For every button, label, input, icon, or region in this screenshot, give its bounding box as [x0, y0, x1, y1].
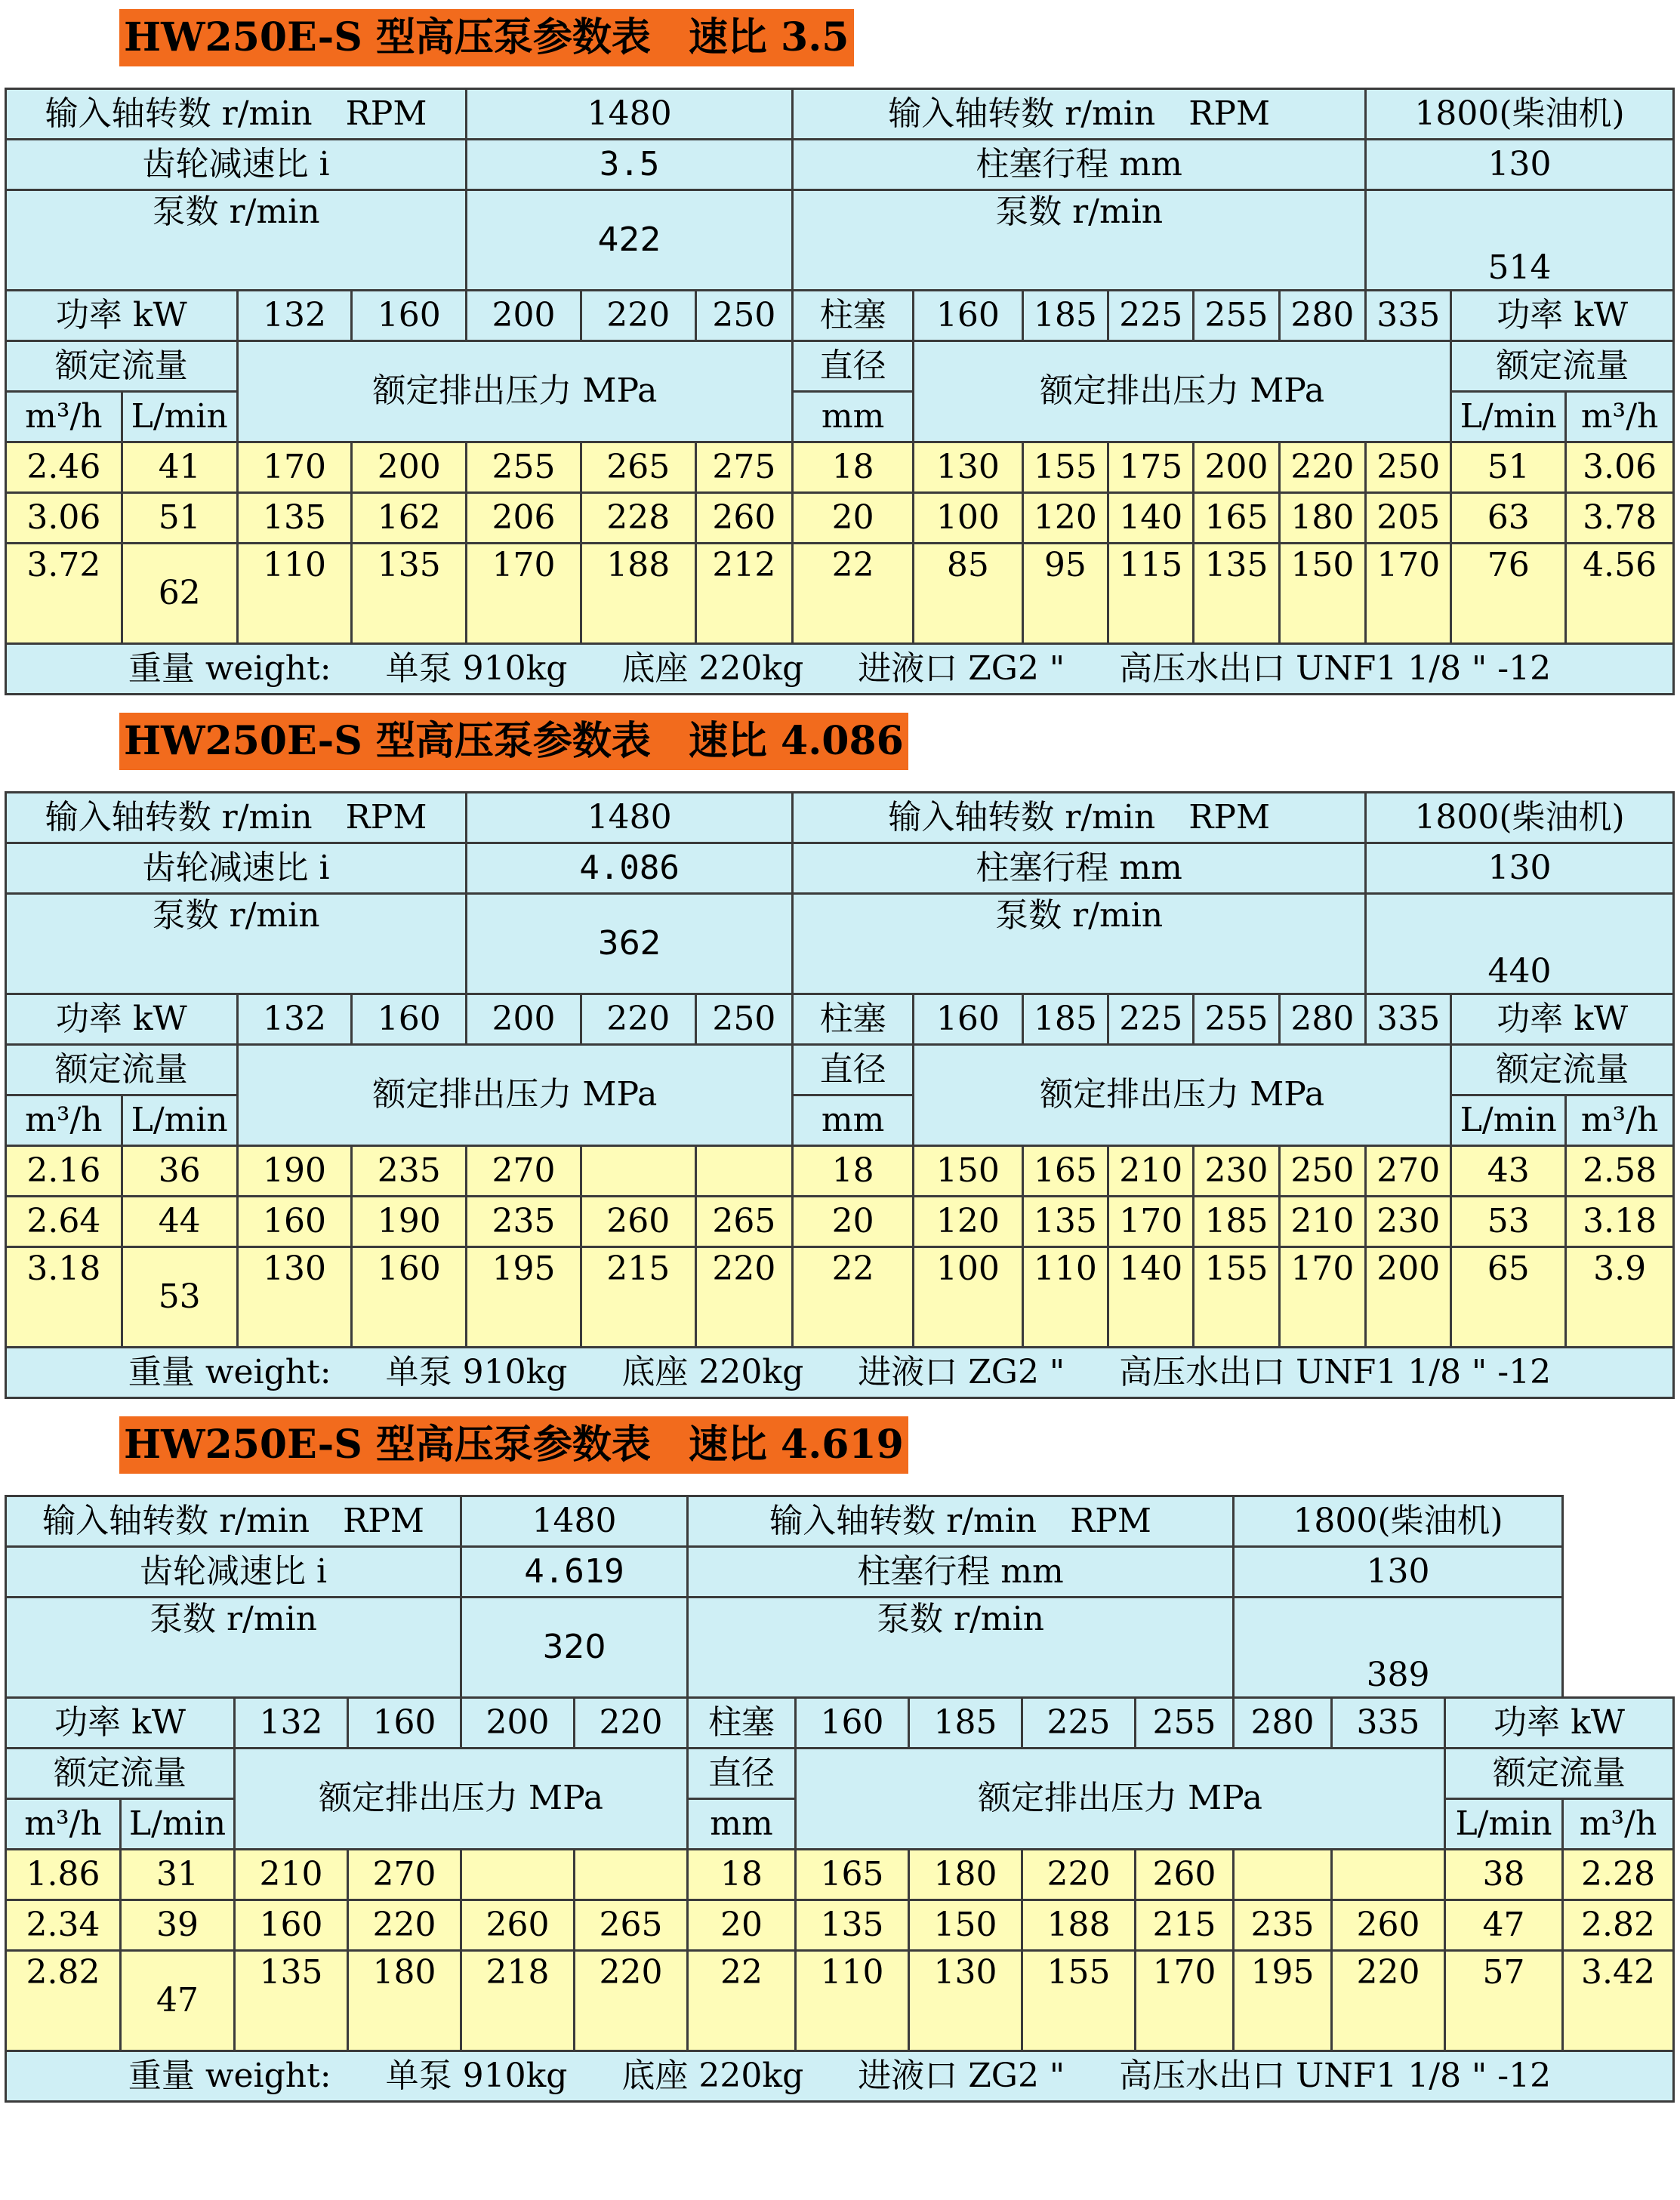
- footer-weight-label: 重量 weight:: [128, 2056, 331, 2095]
- cell: 130: [909, 1951, 1022, 2051]
- cell: 230: [1194, 1146, 1279, 1197]
- cell: 36: [122, 1146, 237, 1197]
- cell: 220: [1332, 1951, 1445, 2051]
- footer-row: [6, 1348, 1674, 1398]
- cell: 185: [1194, 1197, 1279, 1247]
- table-title: [119, 9, 854, 66]
- cell: 2.46: [6, 442, 122, 493]
- cell: 135: [796, 1900, 909, 1951]
- input-speed-value-b: 1800(柴油机): [1366, 89, 1674, 140]
- cell: 165: [1194, 493, 1279, 544]
- power-value: 225: [1108, 291, 1194, 341]
- cell: 220: [1022, 1850, 1136, 1900]
- pump-speed-value: 362: [467, 894, 793, 994]
- pump-speed-value-b: 389: [1234, 1598, 1563, 1698]
- cell: 260: [1332, 1900, 1445, 1951]
- power-value: 132: [237, 291, 352, 341]
- cell: 228: [581, 493, 695, 544]
- cell: 160: [235, 1900, 348, 1951]
- cell: 2.34: [6, 1900, 121, 1951]
- table-row: [6, 1197, 1674, 1247]
- plunger-label-2: 直径: [688, 1749, 796, 1799]
- power-value: 280: [1279, 291, 1365, 341]
- cell: 65: [1451, 1247, 1566, 1348]
- cell: 85: [914, 544, 1023, 644]
- plunger-label-2: 直径: [793, 341, 914, 392]
- footer-inlet: 进液口 ZG2 ": [858, 1352, 1065, 1391]
- cell: 160: [352, 1247, 467, 1348]
- cell: 162: [352, 493, 467, 544]
- power-value: 160: [914, 994, 1023, 1045]
- power-label: 功率 kW: [1451, 994, 1674, 1045]
- pump-speed-label-b: 泵数 r/min: [793, 894, 1366, 994]
- title-model: HW250E-S 型高压泵参数表: [124, 14, 651, 60]
- table-row: [6, 1247, 1674, 1348]
- footer-inlet: 进液口 ZG2 ": [858, 2056, 1065, 2095]
- cell: 22: [793, 1247, 914, 1348]
- pressure-label: 额定排出压力 MPa: [914, 341, 1451, 442]
- input-speed-value: 1480: [467, 793, 793, 843]
- title-ratio: 速比 4.619: [688, 1422, 904, 1468]
- cell: 260: [1136, 1850, 1234, 1900]
- cell: 250: [1366, 442, 1451, 493]
- input-speed-value-b: 1800(柴油机): [1234, 1496, 1563, 1547]
- table-row: [6, 442, 1674, 493]
- cell: 170: [237, 442, 352, 493]
- cell: 18: [688, 1850, 796, 1900]
- pump-speed-label: 泵数 r/min: [6, 894, 467, 994]
- cell: 260: [695, 493, 793, 544]
- power-value: 250: [695, 291, 793, 341]
- cell: 3.78: [1566, 493, 1674, 544]
- cell: 165: [796, 1850, 909, 1900]
- pump-speed-label: 泵数 r/min: [6, 190, 467, 291]
- cell: 265: [575, 1900, 688, 1951]
- title-model: HW250E-S 型高压泵参数表: [124, 1422, 651, 1468]
- cell: 95: [1022, 544, 1108, 644]
- unit-m3h: m³/h: [1566, 1095, 1674, 1146]
- cell: 110: [237, 544, 352, 644]
- cell: 2.16: [6, 1146, 122, 1197]
- cell: 39: [121, 1900, 235, 1951]
- input-speed-value-b: 1800(柴油机): [1366, 793, 1674, 843]
- power-value: 255: [1194, 994, 1279, 1045]
- cell: 3.06: [6, 493, 122, 544]
- cell: [581, 1146, 695, 1197]
- cell: 2.58: [1566, 1146, 1674, 1197]
- unit-m3h: m³/h: [1563, 1799, 1674, 1850]
- power-value: 280: [1279, 994, 1365, 1045]
- cell: 3.06: [1566, 442, 1674, 493]
- cell: 250: [1279, 1146, 1365, 1197]
- footer-pump-weight: 单泵 910kg: [385, 2056, 568, 2095]
- flow-label: 额定流量: [6, 341, 238, 392]
- footer-outlet: 高压水出口 UNF1 1/8 " -12: [1119, 2056, 1552, 2095]
- cell: 235: [1234, 1900, 1332, 1951]
- cell: 155: [1194, 1247, 1279, 1348]
- gear-ratio-value: 4.086: [467, 843, 793, 894]
- cell: 190: [237, 1146, 352, 1197]
- cell: 210: [235, 1850, 348, 1900]
- cell: 188: [581, 544, 695, 644]
- cell: 215: [1136, 1900, 1234, 1951]
- stroke-label: 柱塞行程 mm: [793, 843, 1366, 894]
- cell: 38: [1445, 1850, 1563, 1900]
- stroke-value: 130: [1366, 843, 1674, 894]
- gear-ratio-label: 齿轮减速比 i: [6, 1547, 461, 1598]
- input-speed-label: 输入轴转数 r/min RPM: [6, 1496, 461, 1547]
- cell: 200: [352, 442, 467, 493]
- spec-table: [5, 791, 1675, 1399]
- power-value: 160: [796, 1698, 909, 1749]
- pump-speed-value: 320: [461, 1598, 688, 1698]
- spec-table: [5, 88, 1675, 695]
- power-label: 功率 kW: [6, 291, 238, 341]
- unit-lmin: L/min: [1445, 1799, 1563, 1850]
- cell: [1332, 1850, 1445, 1900]
- cell: 22: [793, 544, 914, 644]
- cell: 218: [461, 1951, 575, 2051]
- input-speed-value: 1480: [461, 1496, 688, 1547]
- cell: 100: [914, 1247, 1023, 1348]
- cell: 47: [121, 1951, 235, 2051]
- cell: 18: [793, 1146, 914, 1197]
- gear-ratio-label: 齿轮减速比 i: [6, 843, 467, 894]
- power-value: 132: [237, 994, 352, 1045]
- pump-speed-value-b: 440: [1366, 894, 1674, 994]
- pump-speed-label-b: 泵数 r/min: [688, 1598, 1234, 1698]
- cell: 230: [1366, 1197, 1451, 1247]
- footer-base-weight: 底座 220kg: [621, 2056, 804, 2095]
- cell: 275: [695, 442, 793, 493]
- unit-lmin: L/min: [1451, 392, 1566, 442]
- footer-outlet: 高压水出口 UNF1 1/8 " -12: [1119, 1352, 1552, 1391]
- cell: 3.18: [6, 1247, 122, 1348]
- power-value: 132: [235, 1698, 348, 1749]
- power-value: 280: [1234, 1698, 1332, 1749]
- spec-table: [5, 1495, 1675, 2103]
- table-row: [6, 1146, 1674, 1197]
- cell: 255: [467, 442, 581, 493]
- pressure-label: 额定排出压力 MPa: [237, 341, 793, 442]
- footer-base-weight: 底座 220kg: [621, 649, 804, 688]
- cell: 31: [121, 1850, 235, 1900]
- power-value: 255: [1136, 1698, 1234, 1749]
- cell: 41: [122, 442, 237, 493]
- cell: 22: [688, 1951, 796, 2051]
- cell: 155: [1022, 442, 1108, 493]
- cell: [1234, 1850, 1332, 1900]
- gear-ratio-label: 齿轮减速比 i: [6, 140, 467, 190]
- unit-m3h: m³/h: [6, 1799, 121, 1850]
- power-value: 185: [909, 1698, 1022, 1749]
- cell: 115: [1108, 544, 1194, 644]
- cell: 3.9: [1566, 1247, 1674, 1348]
- unit-m3h: m³/h: [6, 392, 122, 442]
- cell: 135: [1022, 1197, 1108, 1247]
- cell: 3.72: [6, 544, 122, 644]
- pump-speed-label: 泵数 r/min: [6, 1598, 461, 1698]
- footer-weight-label: 重量 weight:: [128, 1352, 331, 1391]
- footer-base-weight: 底座 220kg: [621, 1352, 804, 1391]
- cell: 260: [461, 1900, 575, 1951]
- cell: 2.28: [1563, 1850, 1674, 1900]
- power-label: 功率 kW: [6, 1698, 235, 1749]
- gear-ratio-value: 3.5: [467, 140, 793, 190]
- cell: 20: [793, 493, 914, 544]
- power-value: 220: [581, 994, 695, 1045]
- cell: 135: [237, 493, 352, 544]
- flow-label: 额定流量: [1445, 1749, 1674, 1799]
- table-row: [6, 1951, 1674, 2051]
- cell: 235: [352, 1146, 467, 1197]
- unit-m3h: m³/h: [1566, 392, 1674, 442]
- cell: 160: [237, 1197, 352, 1247]
- cell: 180: [1279, 493, 1365, 544]
- power-value: 335: [1332, 1698, 1445, 1749]
- cell: 180: [909, 1850, 1022, 1900]
- cell: 210: [1108, 1146, 1194, 1197]
- cell: 155: [1022, 1951, 1136, 2051]
- power-value: 225: [1022, 1698, 1136, 1749]
- cell: 43: [1451, 1146, 1566, 1197]
- cell: 220: [575, 1951, 688, 2051]
- footer-row: [6, 2051, 1674, 2102]
- unit-m3h: m³/h: [6, 1095, 122, 1146]
- table-title: [119, 1416, 908, 1474]
- cell: 4.56: [1566, 544, 1674, 644]
- cell: 130: [237, 1247, 352, 1348]
- power-value: 220: [575, 1698, 688, 1749]
- power-value: 335: [1366, 994, 1451, 1045]
- cell: 270: [348, 1850, 461, 1900]
- pressure-label: 额定排出压力 MPa: [796, 1749, 1445, 1850]
- unit-lmin: L/min: [122, 392, 237, 442]
- input-speed-label: 输入轴转数 r/min RPM: [6, 793, 467, 843]
- cell: 175: [1108, 442, 1194, 493]
- power-value: 160: [352, 291, 467, 341]
- footer-inlet: 进液口 ZG2 ": [858, 649, 1065, 688]
- footer-pump-weight: 单泵 910kg: [385, 1352, 568, 1391]
- power-value: 200: [467, 291, 581, 341]
- cell: 53: [122, 1247, 237, 1348]
- cell: 270: [467, 1146, 581, 1197]
- pressure-label: 额定排出压力 MPa: [237, 1045, 793, 1146]
- table-row: [6, 1850, 1674, 1900]
- plunger-label-2: 直径: [793, 1045, 914, 1095]
- power-label: 功率 kW: [6, 994, 238, 1045]
- pressure-label: 额定排出压力 MPa: [914, 1045, 1451, 1146]
- pressure-label: 额定排出压力 MPa: [235, 1749, 688, 1850]
- power-value: 250: [695, 994, 793, 1045]
- power-label: 功率 kW: [1445, 1698, 1674, 1749]
- cell: 190: [352, 1197, 467, 1247]
- cell: 195: [1234, 1951, 1332, 2051]
- table-row: [6, 1900, 1674, 1951]
- cell: 18: [793, 442, 914, 493]
- cell: 220: [348, 1900, 461, 1951]
- cell: 210: [1279, 1197, 1365, 1247]
- cell: 265: [695, 1197, 793, 1247]
- cell: 150: [914, 1146, 1023, 1197]
- cell: 120: [1022, 493, 1108, 544]
- unit-lmin: L/min: [122, 1095, 237, 1146]
- cell: 170: [1279, 1247, 1365, 1348]
- footer-weight-label: 重量 weight:: [128, 649, 331, 688]
- plunger-label-3: mm: [793, 392, 914, 442]
- cell: [695, 1146, 793, 1197]
- cell: 3.42: [1563, 1951, 1674, 2051]
- table-title: [119, 713, 908, 770]
- cell: 206: [467, 493, 581, 544]
- plunger-label-1: 柱塞: [793, 994, 914, 1045]
- gear-ratio-value: 4.619: [461, 1547, 688, 1598]
- cell: 44: [122, 1197, 237, 1247]
- cell: 20: [793, 1197, 914, 1247]
- cell: 120: [914, 1197, 1023, 1247]
- cell: 51: [1451, 442, 1566, 493]
- footer-pump-weight: 单泵 910kg: [385, 649, 568, 688]
- cell: 62: [122, 544, 237, 644]
- cell: 110: [1022, 1247, 1108, 1348]
- cell: 53: [1451, 1197, 1566, 1247]
- cell: 1.86: [6, 1850, 121, 1900]
- cell: 135: [235, 1951, 348, 2051]
- cell: 2.82: [6, 1951, 121, 2051]
- cell: 130: [914, 442, 1023, 493]
- power-value: 160: [352, 994, 467, 1045]
- power-value: 255: [1194, 291, 1279, 341]
- cell: 235: [467, 1197, 581, 1247]
- input-speed-label: 输入轴转数 r/min RPM: [6, 89, 467, 140]
- cell: 140: [1108, 1247, 1194, 1348]
- cell: 200: [1194, 442, 1279, 493]
- power-value: 185: [1022, 291, 1108, 341]
- power-value: 185: [1022, 994, 1108, 1045]
- unit-lmin: L/min: [1451, 1095, 1566, 1146]
- title-ratio: 速比 3.5: [688, 14, 849, 60]
- cell: 188: [1022, 1900, 1136, 1951]
- cell: 135: [1194, 544, 1279, 644]
- power-value: 220: [581, 291, 695, 341]
- pump-speed-value-b: 514: [1366, 190, 1674, 291]
- pump-speed-label-b: 泵数 r/min: [793, 190, 1366, 291]
- flow-label: 额定流量: [1451, 1045, 1674, 1095]
- stroke-value: 130: [1234, 1547, 1563, 1598]
- power-value: 160: [348, 1698, 461, 1749]
- cell: 270: [1366, 1146, 1451, 1197]
- cell: 170: [467, 544, 581, 644]
- cell: 2.82: [1563, 1900, 1674, 1951]
- cell: 110: [796, 1951, 909, 2051]
- cell: 170: [1108, 1197, 1194, 1247]
- cell: 47: [1445, 1900, 1563, 1951]
- stroke-label: 柱塞行程 mm: [793, 140, 1366, 190]
- cell: 51: [122, 493, 237, 544]
- power-value: 335: [1366, 291, 1451, 341]
- cell: 57: [1445, 1951, 1563, 2051]
- stroke-value: 130: [1366, 140, 1674, 190]
- power-value: 225: [1108, 994, 1194, 1045]
- cell: 195: [467, 1247, 581, 1348]
- plunger-label-3: mm: [793, 1095, 914, 1146]
- cell: 215: [581, 1247, 695, 1348]
- cell: 150: [909, 1900, 1022, 1951]
- cell: 200: [1366, 1247, 1451, 1348]
- flow-label: 额定流量: [6, 1045, 238, 1095]
- cell: [575, 1850, 688, 1900]
- input-speed-value: 1480: [467, 89, 793, 140]
- cell: 260: [581, 1197, 695, 1247]
- cell: 170: [1366, 544, 1451, 644]
- stroke-label: 柱塞行程 mm: [688, 1547, 1234, 1598]
- cell: 220: [1279, 442, 1365, 493]
- cell: 150: [1279, 544, 1365, 644]
- plunger-label-1: 柱塞: [793, 291, 914, 341]
- cell: 165: [1022, 1146, 1108, 1197]
- cell: 140: [1108, 493, 1194, 544]
- cell: 135: [352, 544, 467, 644]
- pump-speed-value: 422: [467, 190, 793, 291]
- power-value: 160: [914, 291, 1023, 341]
- cell: 100: [914, 493, 1023, 544]
- cell: 3.18: [1566, 1197, 1674, 1247]
- cell: 220: [695, 1247, 793, 1348]
- title-ratio: 速比 4.086: [688, 718, 904, 764]
- input-speed-label-b: 输入轴转数 r/min RPM: [793, 793, 1366, 843]
- cell: 20: [688, 1900, 796, 1951]
- flow-label: 额定流量: [6, 1749, 235, 1799]
- cell: [461, 1850, 575, 1900]
- flow-label: 额定流量: [1451, 341, 1674, 392]
- footer-row: [6, 644, 1674, 695]
- power-value: 200: [461, 1698, 575, 1749]
- cell: 265: [581, 442, 695, 493]
- plunger-label-1: 柱塞: [688, 1698, 796, 1749]
- input-speed-label-b: 输入轴转数 r/min RPM: [793, 89, 1366, 140]
- input-speed-label-b: 输入轴转数 r/min RPM: [688, 1496, 1234, 1547]
- cell: 76: [1451, 544, 1566, 644]
- unit-lmin: L/min: [121, 1799, 235, 1850]
- table-row: [6, 544, 1674, 644]
- cell: 2.64: [6, 1197, 122, 1247]
- cell: 63: [1451, 493, 1566, 544]
- cell: 180: [348, 1951, 461, 2051]
- title-model: HW250E-S 型高压泵参数表: [124, 718, 651, 764]
- plunger-label-3: mm: [688, 1799, 796, 1850]
- cell: 170: [1136, 1951, 1234, 2051]
- power-label: 功率 kW: [1451, 291, 1674, 341]
- power-value: 200: [467, 994, 581, 1045]
- table-row: [6, 493, 1674, 544]
- cell: 205: [1366, 493, 1451, 544]
- footer-outlet: 高压水出口 UNF1 1/8 " -12: [1119, 649, 1552, 688]
- cell: 212: [695, 544, 793, 644]
